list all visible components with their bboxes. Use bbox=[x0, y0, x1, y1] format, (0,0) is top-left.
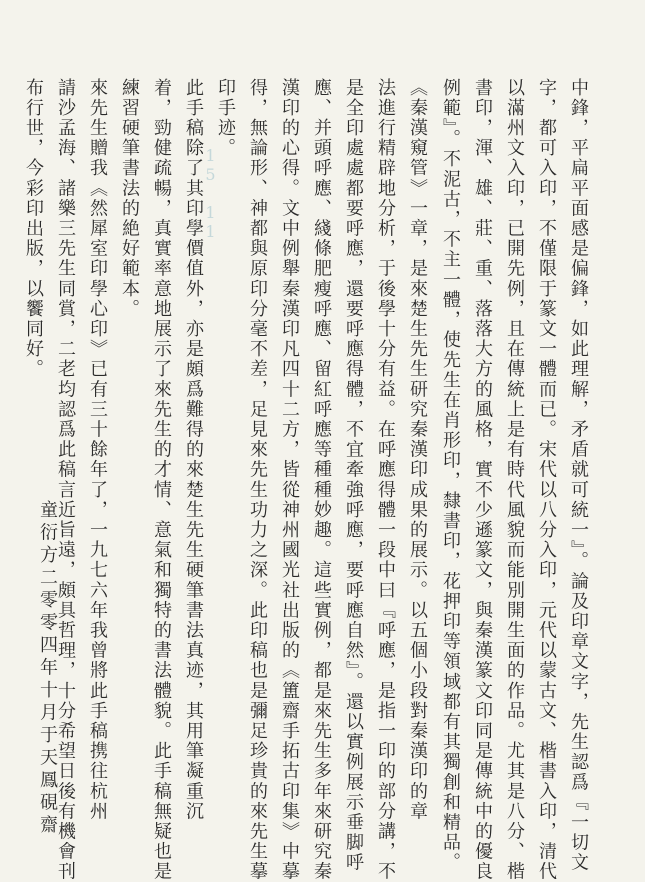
text-column-1: 中鋒，平扁平面感是偏鋒，如此理解，矛盾就可統一』。論及印章文字，先生認爲『一切文 bbox=[568, 78, 589, 873]
signature-column: 童衍方二零零四年十月于天鳳硯齋 bbox=[37, 500, 58, 838]
text-column-3: 以滿州文入印，已開先例，且在傳統上是有時代風貌而能別開生面的作品。尤其是八分、楷 bbox=[504, 78, 525, 882]
text-column-4: 書印，渾、雄、莊、重、落落大方的風格，實不少遜篆文，與秦漢篆文印同是傳統中的優良 bbox=[472, 78, 493, 882]
text-column-5: 例範』。不泥古，不主一體，使先生在肖形印，隸書印，花押印等領域都有其獨創和精品。 bbox=[440, 78, 461, 873]
bleed-through-mark: 15 11 bbox=[201, 146, 220, 241]
text-column-15: 練習硬筆書法的絶好範本。 bbox=[119, 78, 140, 320]
text-column-2: 字，都可入印，不僅限于篆文一體而已。宋代以八分入印，元代以蒙古文、楷書入印，清代 bbox=[536, 78, 557, 882]
text-column-13: 此手稿除了其印學價值外，亦是頗爲難得的來楚生先生硬筆書法真迹，其用筆凝重沉 bbox=[183, 78, 204, 822]
text-column-7: 法進行精辟地分析，于後學十分有益。在呼應得體一段中曰『呼應，是指一印的部分講，不 bbox=[375, 78, 396, 882]
text-column-18: 布行世，今彩印出版，以饗同好。 bbox=[23, 78, 44, 380]
text-column-14: 着，勁健疏暢，真實率意地展示了來先生的才情、意氣和獨特的書法體貌。此手稿無疑也是 bbox=[151, 78, 172, 882]
text-column-8: 是全印處處都要呼應，還要呼應得體，不宜牽強呼應，要呼應自然』。還以實例展示垂脚呼 bbox=[343, 78, 364, 873]
text-column-17: 請沙孟海、諸樂三先生同賞，二老均認爲此稿言近旨遠，頗具哲理，十分希望日後有機會刊 bbox=[55, 78, 76, 882]
text-column-6: 《秦漢窺管》一章，是來楚生先生研究秦漢印成果的展示。以五個小段對秦漢印的章 bbox=[407, 78, 428, 822]
text-column-10: 漢印的心得。文中例舉秦漢印凡四十二方，皆從神州國光社出版的《簠齋手拓古印集》中摹 bbox=[279, 78, 300, 882]
text-column-16: 來先生贈我《然犀室印學心印》已有三十餘年了，一九七六年我曾將此手稿携往杭州 bbox=[87, 78, 108, 822]
text-column-9: 應、并頭呼應、綫條肥瘦呼應、留紅呼應等種種妙趣。這些實例，都是來先生多年來研究秦 bbox=[311, 78, 332, 882]
text-column-12: 印手迹。 bbox=[215, 78, 236, 159]
text-column-11: 得，無論形、神都與原印分毫不差，足見來先生功力之深。此印稿也是彌足珍貴的來先生摹 bbox=[247, 78, 268, 882]
